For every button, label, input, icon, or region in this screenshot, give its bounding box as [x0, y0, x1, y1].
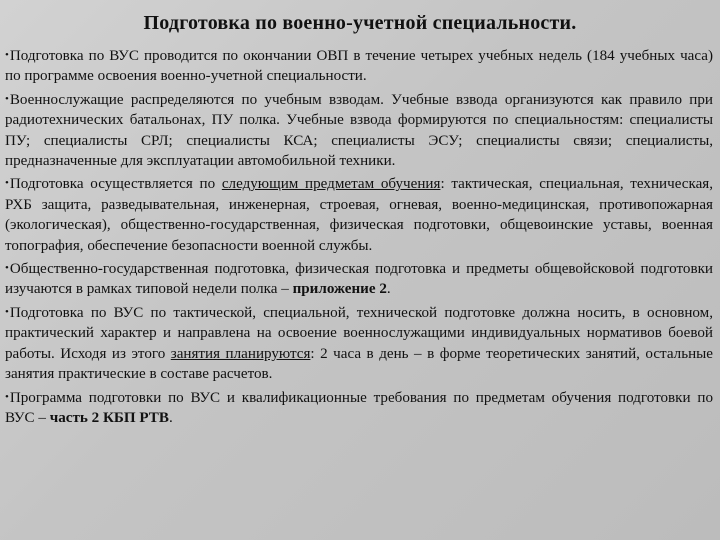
- lessons-underlined-phrase: занятия планируются: [170, 345, 311, 362]
- paragraph-3-subjects: : тактическая, специальная, техническая, РХБ защита, разведывательная, инженерная, строевая, огневая, военно-медицинская, противопожарная (экологическая), общественно-государственная, физическая подготовки, общевоинские уставы, военная топография, обеспечение безопасности военной службы.: [5, 176, 713, 254]
- bullet-icon: •: [5, 390, 9, 403]
- paragraph-4-text: Общественно-государственная подготовка, физическая подготовка и предметы общевойсковой подготовки изучаются в рамках типовой недели полка –: [5, 261, 713, 298]
- paragraph-2-text: Военнослужащие распределяются по учебным взводам. Учебные взвода организуются как правило при радиотехнических батальонах, ПУ полка. Учебные взвода формируются по специальностям: специалисты ПУ; специалисты СРЛ; специалисты КСА; специалисты ЭСУ; специалисты связи; специалисты, предназначенные для эксплуатации автомобильной техники.: [5, 91, 713, 170]
- kbp-reference: часть 2 КБП РТВ: [49, 409, 169, 426]
- paragraph-5-end: : 2 часа в день – в форме теоретических занятий, остальные занятия практические в составе расчетов.: [5, 345, 714, 383]
- paragraph-3-lead: Подготовка осуществляется по: [9, 176, 222, 193]
- appendix-reference: приложение 2: [292, 281, 387, 298]
- bullet-icon: •: [5, 262, 9, 275]
- paragraph-6-text: Программа подготовки по ВУС и квалификационные требования по предметам обучения подготовки по ВУС –: [5, 389, 713, 426]
- paragraph-3: [5, 173, 713, 256]
- paragraph-6-end: .: [168, 409, 173, 426]
- paragraph-1-text: Подготовка по ВУС проводится по окончании ОВП в течение четырех учебных недель (184 учебных часа) по программе освоения военно-учетной специальности.: [5, 48, 713, 85]
- paragraph-4: [5, 258, 713, 300]
- paragraph-2: [5, 89, 713, 172]
- bullet-icon: •: [5, 305, 9, 318]
- bullet-icon: •: [5, 177, 9, 190]
- slide-body: [5, 45, 713, 430]
- paragraph-4-end: .: [386, 281, 391, 298]
- slide-title: Подготовка по военно-учетной специальности.: [143, 12, 577, 34]
- paragraph-5-text: Подготовка по ВУС по тактической, специальной, технической подготовке должна носить, в основном, практический характер и направлена на освоение военнослужащими индивидуальных нормативов боевой работы. Исходя из этого: [5, 304, 713, 362]
- subjects-underlined-phrase: следующим предметам обучения: [221, 176, 441, 193]
- bullet-icon: •: [5, 92, 9, 105]
- bullet-icon: •: [5, 49, 9, 61]
- paragraph-6: [5, 387, 713, 429]
- paragraph-5: [5, 302, 713, 385]
- paragraph-1: [5, 45, 713, 87]
